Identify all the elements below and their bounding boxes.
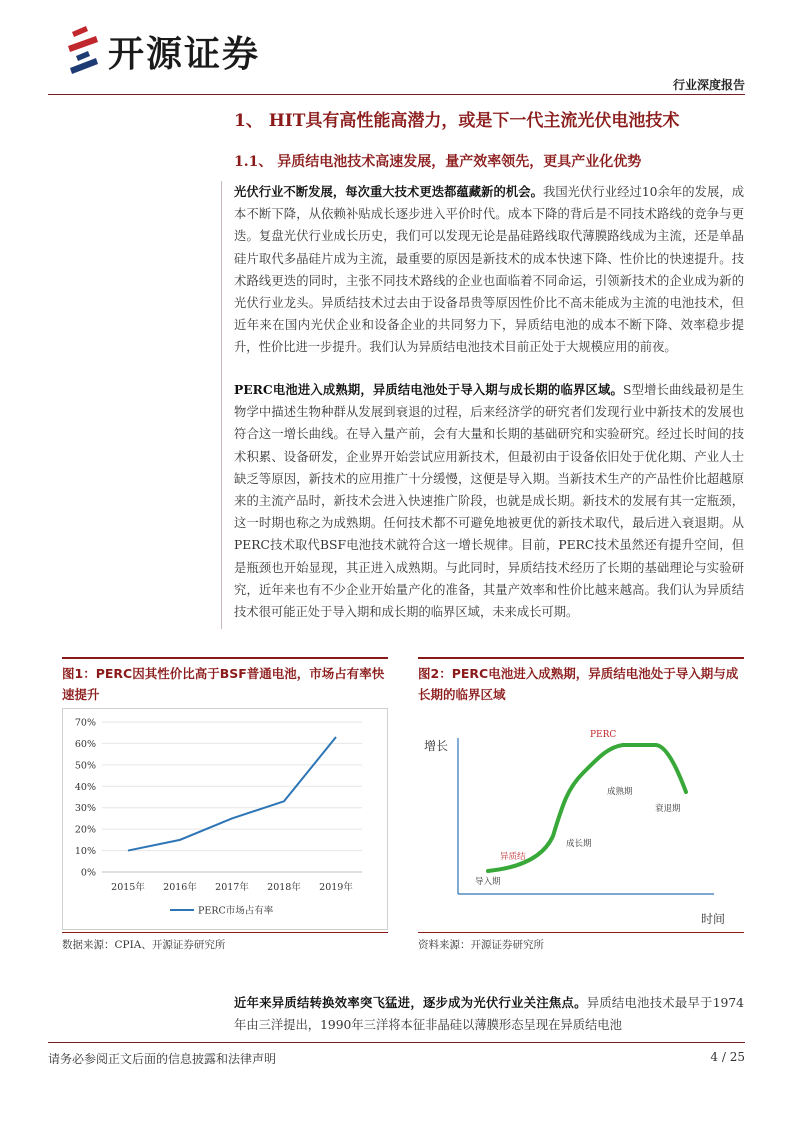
legend-label: PERC市场占有率	[198, 905, 274, 917]
x-tick-label: 2015年	[111, 882, 145, 893]
y-tick-label: 50%	[74, 760, 96, 772]
figure2-title: 图2：PERC电池进入成熟期，异质结电池处于导入期与成长期的临界区域	[418, 666, 739, 702]
figure1-bottom-rule	[62, 932, 388, 933]
y-tick-label: 20%	[74, 824, 96, 836]
paragraph-1-lead: 光伏行业不断发展，每次重大技术更迭都蕴藏新的机会。	[234, 184, 543, 199]
section-heading-1: 1、 HIT具有高性能高潜力，或是下一代主流光伏电池技术	[234, 111, 680, 131]
y-tick-label: 30%	[74, 803, 96, 815]
y-axis-label: 增长	[424, 739, 449, 753]
report-type: 行业深度报告	[672, 78, 745, 92]
paragraph-2-lead: PERC电池进入成熟期，异质结电池处于导入期与成长期的临界区域。	[234, 382, 623, 397]
x-axis-label: 时间	[701, 912, 726, 926]
y-tick-label: 60%	[74, 738, 96, 750]
paragraph-2-body: S型增长曲线最初是生物学中描述生物种群从发展到衰退的过程，后来经济学的研究者们发现行业中新技术的发展也符合这一增长曲线。在导入量产前，会有大量和长期的基础研究和实验研究。经过长时间的技术积累、设备研发，企业界开始尝试应用新技术，但最初由于设备依旧处于优化期、产业人士缺乏等原因，新技术的应用推广十分缓慢，这便是导入期。当新技术生产的产品性价比超越原来的主流产品时，新技术会进入快速推广阶段，也就是成长期。新技术的发展有其一定瓶颈，这一时期也称之为成熟期。任何技术都不可避免地被更优的新技术取代，最后进入衰退期。从PERC技术取代BSF电池技术就符合这一增长规律。目前，PERC技术虽然还有提升空间，但是瓶颈也开始显现，其正进入成熟期。与此同时，异质结技术经历了长期的基础理论与实验研究，近年来也有不少企业开始量产化的准备，其量产效率和性价比越来越高。我们认为异质结技术很可能正处于导入期和成长期的临界区域，未来成长可期。	[234, 383, 744, 620]
figure2-bottom-rule	[418, 932, 744, 933]
figure1-source: 数据来源：CPIA、开源证券研究所	[62, 939, 226, 951]
x-tick-label: 2019年	[319, 882, 353, 893]
logo-text: 开源证券	[108, 34, 261, 75]
footer-disclaimer: 请务必参阅正文后面的信息披露和法律声明	[48, 1052, 277, 1066]
y-tick-label: 10%	[74, 846, 96, 858]
kaiyuan-logo-icon	[66, 24, 102, 74]
hit-label: 异质结	[500, 852, 526, 862]
figure1-chart	[62, 708, 388, 930]
y-tick-label: 0%	[80, 867, 96, 879]
figure1-title: 图1：PERC因其性价比高于BSF普通电池，市场占有率快速提升	[62, 666, 385, 702]
header-divider	[48, 94, 745, 95]
perc-label: PERC	[590, 730, 617, 740]
mature-stage-label: 成熟期	[607, 787, 633, 797]
growth-stage-label: 成长期	[566, 839, 592, 849]
y-tick-label: 40%	[74, 781, 96, 793]
figure2-s-curve-diagram	[418, 708, 744, 930]
footer-divider	[48, 1042, 745, 1043]
chart-frame	[63, 709, 388, 930]
paragraph-2	[234, 379, 744, 623]
import-stage-label: 导入期	[475, 877, 501, 887]
paragraph-1	[234, 181, 744, 359]
section-heading-1-1: 1.1、 异质结电池技术高速发展，量产效率领先，更具产业化优势	[234, 154, 642, 170]
figure2-source: 资料来源：开源证券研究所	[418, 939, 544, 951]
paragraph-1-body: 我国光伏行业经过10余年的发展，成本不断下降，从依赖补贴成长逐步进入平价时代。成本下降的背后是不同技术路线的竞争与更迭。复盘光伏行业成长历史，我们可以发现无论是晶硅路线取代薄膜路线成为主流，还是单晶硅片取代多晶硅片成为主流，最重要的原因是新技术的成本快速下降、性价比的快速提升。技术路线更迭的同时，主张不同技术路线的企业也面临着不同命运，引领新技术的企业成为新的光伏行业龙头。异质结技术过去由于设备昂贵等原因性价比不高未能成为主流的电池技术，但近年来在国内光伏企业和设备企业的共同努力下，异质结电池的成本不断下降、效率稳步提升，性价比进一步提升。我们认为异质结电池技术目前正处于大规模应用的前夜。	[234, 185, 744, 355]
decline-stage-label: 衰退期	[655, 804, 681, 814]
paragraph-3-lead: 近年来异质结转换效率突飞猛进，逐步成为光伏行业关注焦点。	[234, 995, 587, 1010]
figure1-top-rule	[62, 657, 388, 659]
y-tick-label: 70%	[74, 717, 96, 729]
x-tick-label: 2018年	[267, 882, 301, 893]
x-tick-label: 2016年	[163, 882, 197, 893]
page-number: 4 / 25	[710, 1050, 745, 1064]
paragraph-3-body: 异质结电池技术最早于1974年由三洋提出，1990年三洋将本征非晶硅以薄膜形态呈现在异质结电池	[234, 996, 744, 1033]
margin-rule	[221, 181, 222, 629]
paragraph-3	[234, 992, 744, 1036]
x-tick-label: 2017年	[215, 882, 249, 893]
figure2-top-rule	[418, 657, 744, 659]
